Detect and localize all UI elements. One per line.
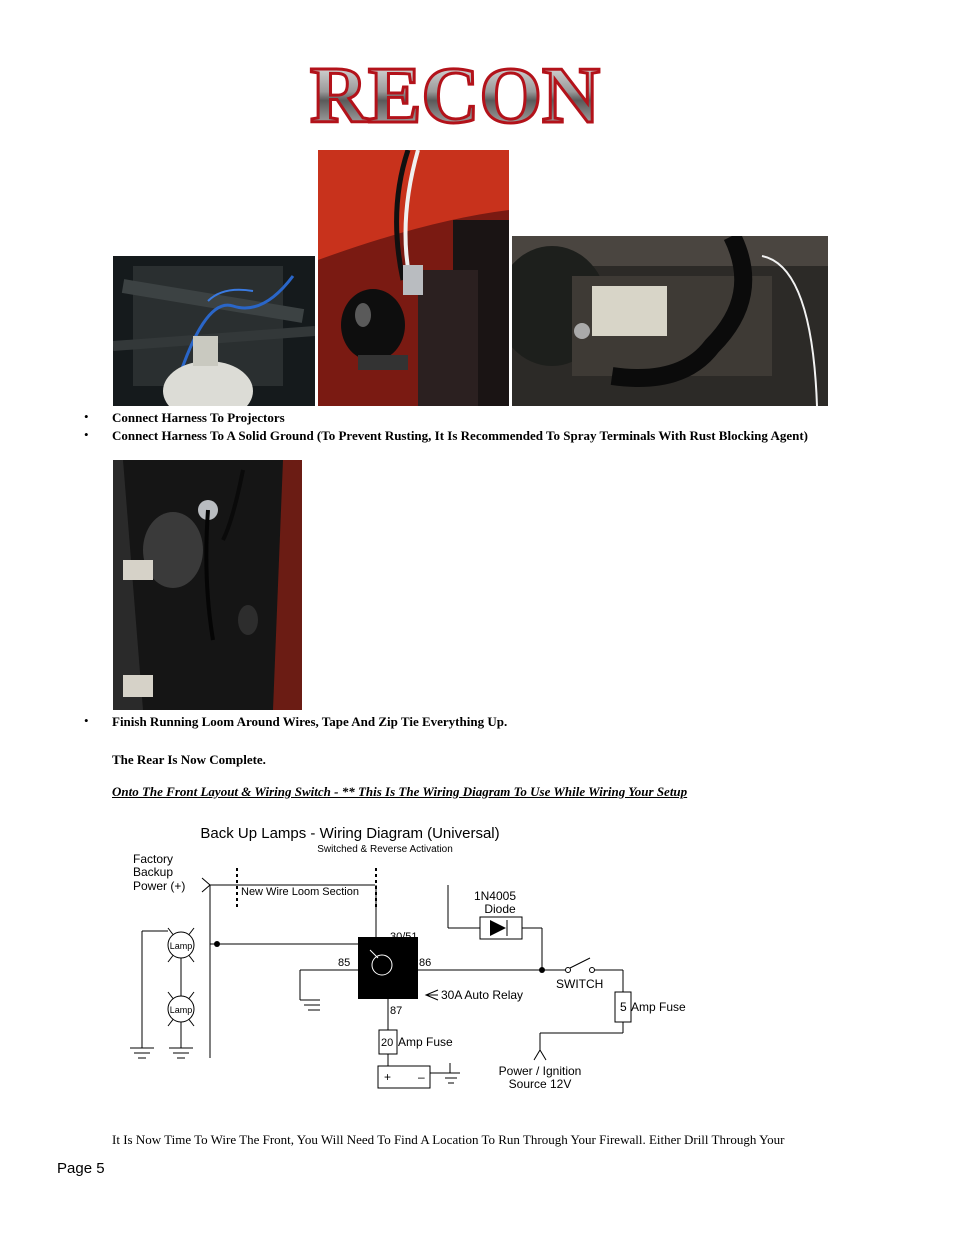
ground-symbol xyxy=(130,1048,154,1058)
recon-logo xyxy=(305,52,605,134)
lamp-2 xyxy=(168,992,194,1026)
power-input-arrow xyxy=(534,1050,546,1060)
factory-label-3: Power (+) xyxy=(133,879,186,893)
ground-symbol xyxy=(300,1000,320,1010)
connector-arrow xyxy=(202,878,210,892)
switch xyxy=(566,958,595,973)
power-label-1: Power / Ignition xyxy=(498,1064,582,1078)
diagram-title: Back Up Lamps - Wiring Diagram (Universal) xyxy=(200,825,500,842)
battery-plus: + xyxy=(384,1070,392,1084)
pin-87: 87 xyxy=(390,1005,403,1017)
photo-loom-frame xyxy=(512,236,828,406)
relay-label: 30A Auto Relay xyxy=(441,988,524,1002)
photo-ground-terminal xyxy=(113,460,302,710)
front-heading: Onto The Front Layout & Wiring Switch - ** This Is The Wiring Diagram To Use While Wiring Your Setup xyxy=(112,784,688,799)
fuse-5-num: 5 xyxy=(620,1000,627,1014)
wiring-diagram xyxy=(120,818,720,1098)
ground-symbol xyxy=(169,1048,193,1058)
lamp-1 xyxy=(168,928,194,962)
fuse-5-label: Amp Fuse xyxy=(631,1000,686,1014)
factory-label-2: Backup xyxy=(133,865,174,879)
rear-complete-text: The Rear Is Now Complete. xyxy=(112,752,266,767)
bullet-connect-projectors: Connect Harness To Projectors xyxy=(112,410,285,425)
junction-dot xyxy=(539,967,545,973)
body-text: It Is Now Time To Wire The Front, You Will Need To Find A Location To Run Through Your Firewall. Either Drill Through Your xyxy=(112,1132,785,1147)
diode-part: 1N4005 xyxy=(473,889,517,903)
factory-label-1: Factory xyxy=(133,852,174,866)
bullet-connect-ground: Connect Harness To A Solid Ground (To Prevent Rusting, It Is Recommended To Spray Terminals With Rust Blocking Agent) xyxy=(112,428,808,443)
lamp-2-label: Lamp xyxy=(169,1005,193,1015)
fuse-20-label: Amp Fuse xyxy=(398,1035,453,1049)
relay xyxy=(358,937,418,999)
ground-symbol xyxy=(442,1073,460,1083)
fuse-20-num: 20 xyxy=(381,1037,394,1049)
lamp-1-label: Lamp xyxy=(169,941,193,951)
power-label-2: Source 12V xyxy=(508,1077,572,1091)
loom-label: New Wire Loom Section xyxy=(241,886,359,898)
switch-label: SWITCH xyxy=(556,977,604,991)
page-number: Page 5 xyxy=(57,1160,105,1177)
pin-85: 85 xyxy=(338,957,351,969)
pin-30-51: 30/51 xyxy=(390,931,418,943)
photo-harness-bulb xyxy=(113,256,315,406)
bullet-dot: • xyxy=(84,427,89,442)
battery-minus: – xyxy=(418,1070,425,1084)
photo-harness-projector xyxy=(318,150,509,406)
pin-86: 86 xyxy=(419,957,432,969)
logo-text: RECON xyxy=(310,52,600,134)
diode-label: Diode xyxy=(484,902,516,916)
diagram-subtitle: Switched & Reverse Activation xyxy=(317,844,453,855)
bullet-dot: • xyxy=(84,713,89,728)
bullet-finish-loom: Finish Running Loom Around Wires, Tape And Zip Tie Everything Up. xyxy=(112,714,508,729)
bullet-dot: • xyxy=(84,409,89,424)
